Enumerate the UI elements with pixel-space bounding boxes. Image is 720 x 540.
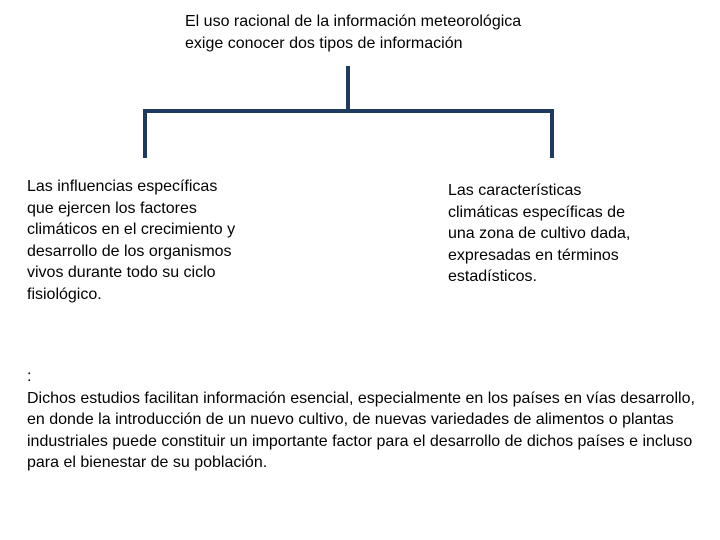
root-node-text: El uso racional de la información meteorológica exige conocer dos tipos de información bbox=[185, 13, 522, 52]
right-node-text: Las características climáticas específicas de una zona de cultivo dada, expresadas en términos estadísticos. bbox=[448, 182, 631, 285]
footer-paragraph bbox=[27, 366, 697, 474]
footer-body: Dichos estudios facilitan información esencial, especialmente en los países en vías desarrollo, en donde la introducción de un nuevo cultivo, de nuevas variedades de alimentos o plantas industriales puede constituir un importante factor para el desarrollo de dichos países e incluso para el bienestar de su población. bbox=[27, 389, 695, 471]
footer-colon: : bbox=[27, 368, 32, 385]
left-node-text: Las influencias específicas que ejercen los factores climáticos en el crecimiento y desarrollo de los organismos vivos durante todo su ciclo fisiológico. bbox=[27, 178, 236, 303]
